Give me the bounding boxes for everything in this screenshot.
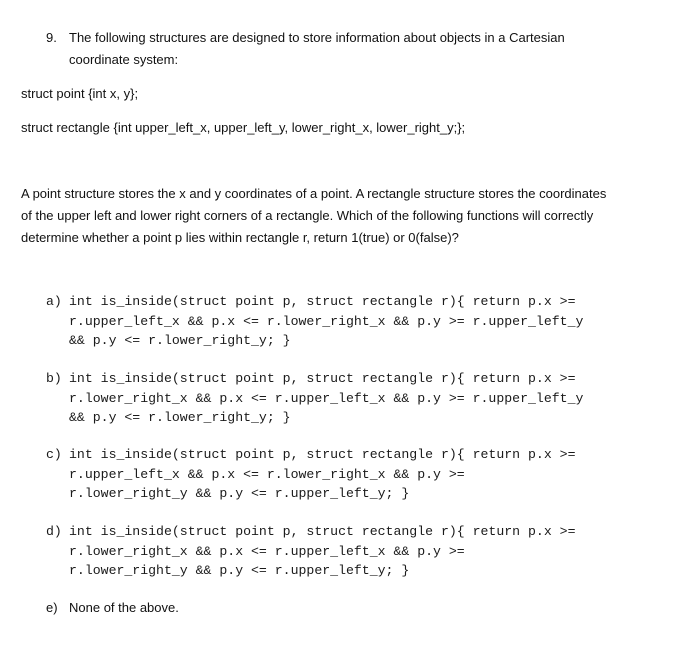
option-b-line-1: int is_inside(struct point p, struct rectangle r){ return p.x >= (69, 371, 576, 386)
option-d-line-1: int is_inside(struct point p, struct rectangle r){ return p.x >= (69, 524, 576, 539)
description-line-1: A point structure stores the x and y coordinates of a point. A rectangle structure stores the coordinates (21, 186, 607, 201)
question-text-line-2: coordinate system: (69, 52, 179, 67)
option-c-line-1: int is_inside(struct point p, struct rectangle r){ return p.x >= (69, 447, 576, 462)
option-d-line-3: r.lower_right_y && p.y <= r.upper_left_y; } (69, 563, 410, 578)
option-d-line-2: r.lower_right_x && p.x <= r.upper_left_x && p.y >= (69, 543, 465, 559)
option-b-line-3: && p.y <= r.lower_right_y; } (69, 410, 291, 425)
struct-rectangle-definition: struct rectangle {int upper_left_x, upper_left_y, lower_right_x, lower_right_y;}; (21, 120, 466, 135)
option-d-label: d) (46, 524, 62, 539)
option-a-line-1: int is_inside(struct point p, struct rectangle r){ return p.x >= (69, 294, 576, 309)
option-b-line-2: r.lower_right_x && p.x <= r.upper_left_x && p.y >= r.upper_left_y (69, 390, 584, 406)
option-a-label: a) (46, 294, 62, 309)
struct-point-definition: struct point {int x, y}; (21, 86, 139, 101)
option-c-label: c) (46, 447, 62, 462)
option-e-text: None of the above. (69, 600, 179, 615)
question-number: 9. (46, 30, 57, 45)
option-a-line-2: r.upper_left_x && p.x <= r.lower_right_x && p.y >= r.upper_left_y (69, 313, 584, 329)
description-line-3: determine whether a point p lies within rectangle r, return 1(true) or 0(false)? (21, 230, 459, 245)
question-text-line-1: The following structures are designed to store information about objects in a Cartesian (69, 30, 565, 45)
option-a-line-3: && p.y <= r.lower_right_y; } (69, 333, 291, 348)
option-e-label: e) (46, 600, 58, 615)
option-c-line-3: r.lower_right_y && p.y <= r.upper_left_y; } (69, 486, 410, 501)
description-line-2: of the upper left and lower right corners of a rectangle. Which of the following functions will correctly (21, 208, 594, 223)
option-b-label: b) (46, 371, 62, 386)
option-c-line-2: r.upper_left_x && p.x <= r.lower_right_x && p.y >= (69, 466, 465, 482)
